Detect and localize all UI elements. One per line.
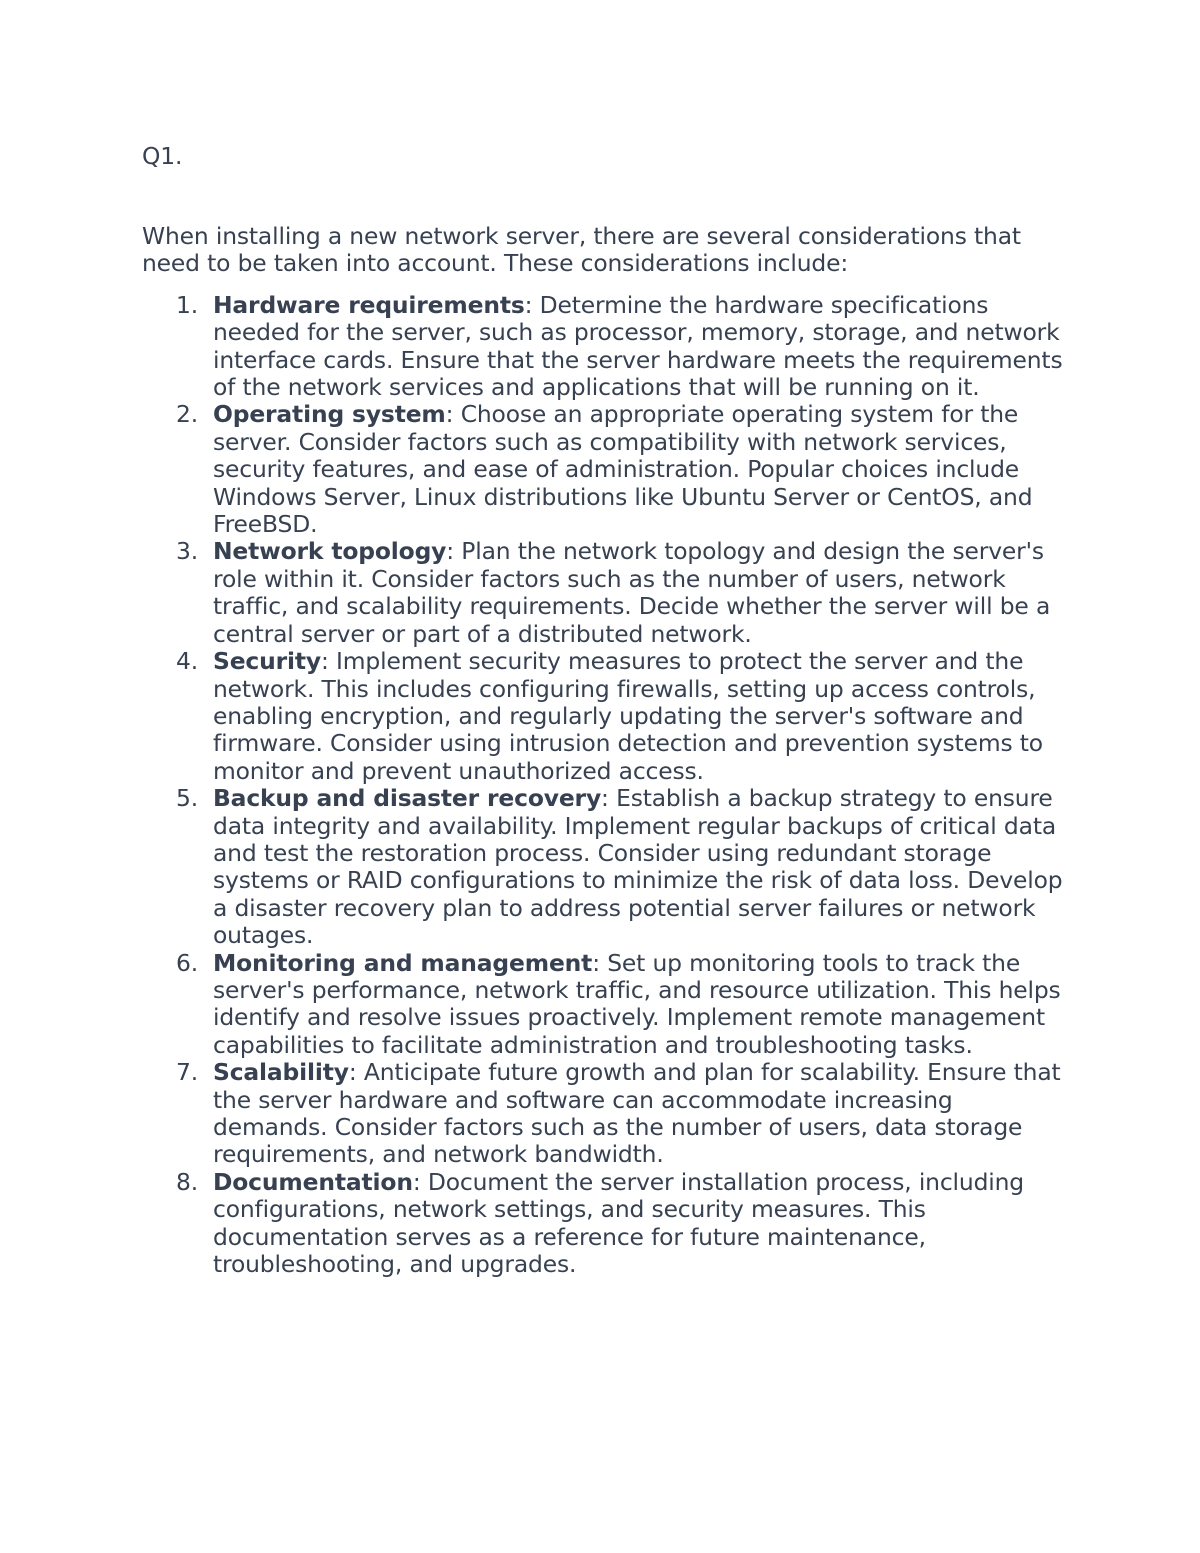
list-item-text: : Establish a backup strategy to ensure data integrity and availability. Implement regular backups of critical data and test the restoration process. Consider using redundant storage systems or RAID configurations to minimize the risk of data loss. Develop a disaster recovery plan to address potential server failures or network outages.: [213, 784, 1063, 950]
list-item-backup-and-disaster-recovery: [176, 784, 1073, 950]
list-item-scalability: [176, 1058, 1073, 1169]
list-item-text: : Document the server installation process, including configurations, network settings, and security measures. This documentation serves as a reference for future maintenance, troubleshooting, and upgrades.: [213, 1167, 1024, 1279]
list-item-number: 1.: [176, 290, 199, 319]
list-item-documentation: [176, 1167, 1073, 1279]
list-item-text: : Plan the network topology and design the server's role within it. Consider factors such as the number of users, network traffic, and scalability requirements. Decide whether the server will be a central server or part of a distributed network.: [213, 537, 1051, 648]
list-item-term: Monitoring and management: [213, 948, 593, 977]
list-item-operating-system: [176, 400, 1073, 539]
list-item-number: 7.: [176, 1058, 199, 1087]
question-label: Q1.: [142, 142, 183, 170]
list-item-monitoring-and-management: [176, 948, 1073, 1060]
list-item-number: 2.: [176, 400, 199, 429]
list-item-text: : Determine the hardware specifications needed for the server, such as processor, memory, storage, and network interface cards. Ensure that the server hardware meets the requirements of the network services and applications that will be running on it.: [213, 290, 1063, 402]
list-item-text: : Anticipate future growth and plan for scalability. Ensure that the server hardware and software can accommodate increasing demands. Consider factors such as the number of users, data storage requirements, and network bandwidth.: [213, 1058, 1061, 1169]
list-item-number: 6.: [176, 948, 199, 977]
list-item-security: [176, 647, 1073, 785]
list-item-hardware-requirements: [176, 290, 1073, 402]
list-item-text: : Choose an appropriate operating system for the server. Consider factors such as compatibility with network services, security features, and ease of administration. Popular choices include Windows Server, Linux distributions like Ubuntu Server or CentOS, and FreeBSD.: [213, 400, 1033, 539]
list-item-text: : Set up monitoring tools to track the server's performance, network traffic, and resource utilization. This helps identify and resolve issues proactively. Implement remote management capabilities to facilitate administration and troubleshooting tasks.: [213, 948, 1061, 1059]
list-item-term: Scalability: [213, 1058, 349, 1087]
list-item-term: Hardware requirements: [213, 290, 525, 319]
list-item-network-topology: [176, 537, 1073, 648]
list-item-text: : Implement security measures to protect the server and the network. This includes configuring firewalls, setting up access controls, enabling encryption, and regularly updating the server's software and firmware. Consider using intrusion detection and prevention systems to monitor and prevent unauthorized access.: [213, 647, 1043, 785]
list-item-term: Backup and disaster recovery: [213, 784, 602, 813]
list-item-term: Security: [213, 647, 322, 676]
considerations-list: [142, 292, 1073, 1279]
list-item-term: Documentation: [213, 1167, 413, 1196]
list-item-number: 4.: [176, 647, 199, 676]
list-item-term: Operating system: [213, 400, 446, 429]
list-item-number: 3.: [176, 537, 199, 566]
list-item-number: 5.: [176, 784, 199, 813]
list-item-term: Network topology: [213, 537, 447, 566]
document-page: [142, 141, 1072, 1278]
list-item-number: 8.: [176, 1167, 199, 1196]
intro-paragraph: When installing a new network server, there are several considerations that need to be taken into account. These considerations include:: [142, 222, 1021, 278]
